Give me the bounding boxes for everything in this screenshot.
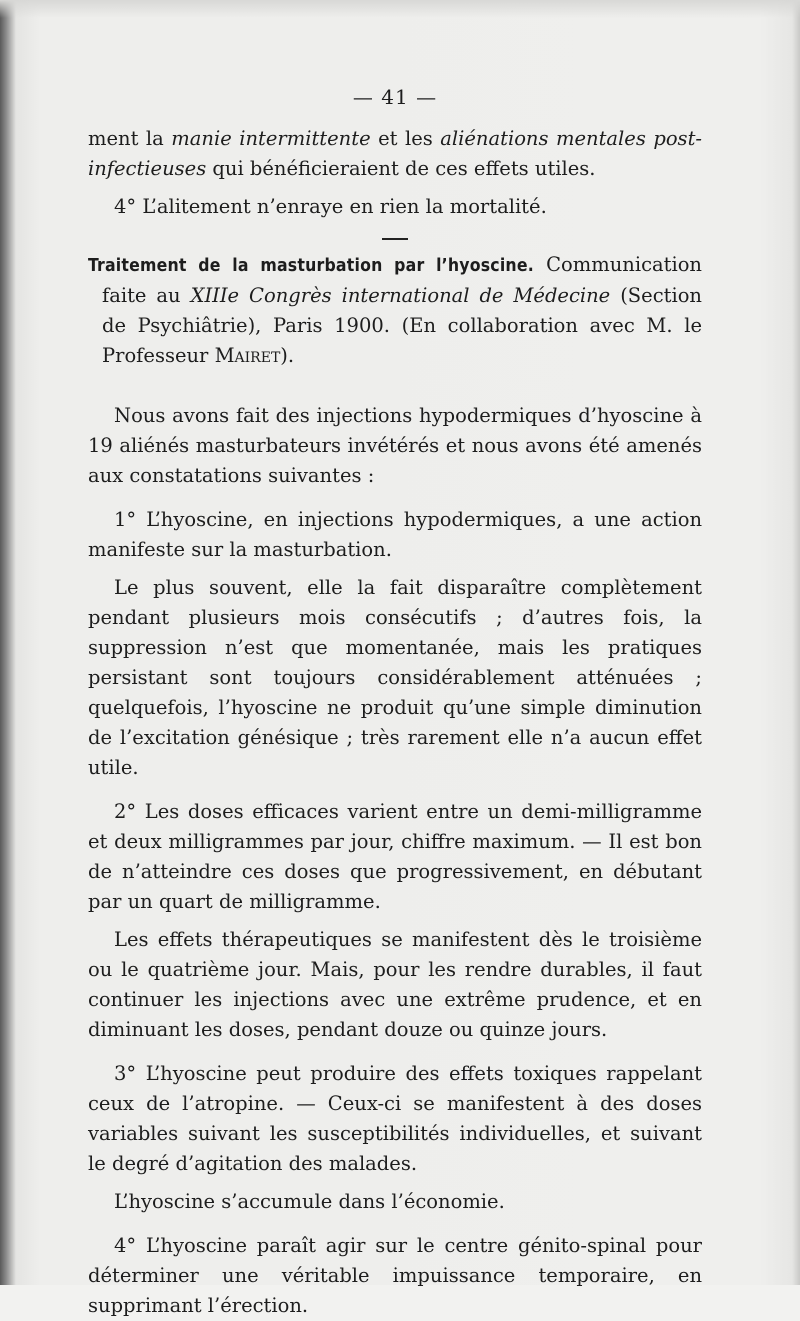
paragraph-accumulation: L’hyoscine s’accumule dans l’économie. xyxy=(114,1190,505,1213)
page-body xyxy=(88,82,702,1321)
text-run: ment la xyxy=(88,127,172,150)
paragraph-therapeutic: Les effets thérapeutiques se manifestent dès le troisième ou le quatrième jour. Mais, pour les rendre durables, il faut continuer les injections avec une extrême prudence, et en diminuant les doses, pendant douze ou quinze jours. xyxy=(88,928,702,1041)
italic-term: aliénations mentales post-infectieuses xyxy=(88,127,702,180)
author-name: Mairet xyxy=(214,344,281,367)
section-heading xyxy=(88,250,702,371)
text-run: et les xyxy=(370,127,441,150)
paragraph-continuation xyxy=(88,124,702,184)
section-title: Traitement de la masturbation par l’hyoscine. xyxy=(88,256,534,276)
paragraph-point-4: 4° L’hyoscine paraît agir sur le centre génito-spinal pour déterminer une véritable impuissance temporaire, en supprimant l’érection. xyxy=(88,1234,702,1317)
page-shadow xyxy=(0,0,800,18)
paragraph-intro: Nous avons fait des injections hypodermiques d’hyoscine à 19 aliénés masturbateurs invétérés et nous avons été amenés aux constatations suivantes : xyxy=(88,404,702,487)
italic-congress: XIIIe Congrès international de Médecine xyxy=(190,284,611,307)
section-divider xyxy=(382,238,408,240)
paragraph-effects: Le plus souvent, elle la fait disparaître complètement pendant plusieurs mois consécutifs ; d’autres fois, la suppression n’est que momentanée, mais les pratiques persistant sont toujours considérablement atténuées ; quelquefois, l’hyoscine ne produit qu’une simple diminution de l’excitation génésique ; très rarement elle n’a aucun effet utile. xyxy=(88,576,702,779)
text-run: (Section de Psychiâtrie), Paris 1900. (En collaboration avec M. le Professeur xyxy=(102,284,702,367)
text-run: qui bénéficieraient de ces effets utiles. xyxy=(206,157,596,180)
paragraph-point-1: 1° L’hyoscine, en injections hypodermiques, a une action manifeste sur la masturbation. xyxy=(88,508,702,561)
page-number: — 41 — xyxy=(352,85,438,109)
italic-term: manie intermittente xyxy=(171,127,371,150)
paragraph-point-4-alitement: 4° L’alitement n’enraye en rien la mortalité. xyxy=(114,195,547,218)
text-run: Communication faite au xyxy=(102,253,702,307)
paragraph-point-3: 3° L’hyoscine peut produire des effets toxiques rappelant ceux de l’atropine. — Ceux-ci se manifestent à des doses variables suivant les susceptibilités individuelles, et suivant le degré d’agitation des malades. xyxy=(88,1062,702,1175)
text-run: ). xyxy=(280,344,295,367)
paragraph-point-2: 2° Les doses efficaces varient entre un demi-milligramme et deux milligrammes par jour, chiffre maximum. — Il est bon de n’atteindre ces doses que progressivement, en débutant par un quart de milligramme. xyxy=(88,800,702,913)
